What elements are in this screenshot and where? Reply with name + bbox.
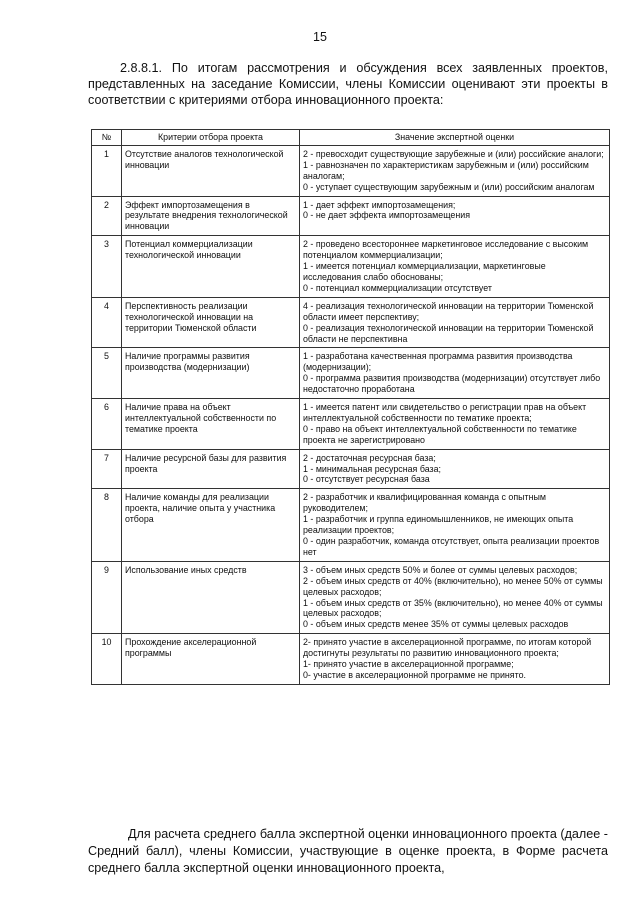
score-option: 0 - объем иных средств менее 35% от суммы целевых расходов [303, 619, 569, 630]
score-option: 0 - программа развития производства (модернизации) отсутствует либо недостаточно проработана [303, 373, 601, 395]
criterion-cell: Перспективность реализации технологической инновации на территории Тюменской области [122, 297, 300, 348]
score-option: 2 - достаточная ресурсная база; [303, 452, 436, 463]
value-cell [300, 196, 610, 236]
score-option: 0- участие в акселерационной программе не принято. [303, 669, 526, 680]
score-option: 1 - имеется патент или свидетельство о регистрации прав на объект интеллектуальной собственности по тематике проекта; [303, 402, 587, 423]
table-row [92, 236, 610, 298]
table-row [92, 196, 610, 236]
score-option: 0 - один разработчик, команда отсутствует, опыта реализации проектов нет [303, 536, 600, 557]
score-option: 0 - потенциал коммерциализации отсутствует [303, 282, 492, 293]
score-option: 1 - равнозначен по характеристикам зарубежным и (или) российским аналогам; [303, 159, 589, 181]
value-cell [300, 145, 610, 196]
score-option: 1 - имеется потенциал коммерциализации, маркетинговые исследования слабо обоснованы; [303, 261, 546, 282]
table-row [92, 348, 610, 399]
value-cell [300, 348, 610, 399]
score-option: 1 - минимальная ресурсная база; [303, 463, 442, 474]
row-number: 7 [92, 449, 122, 489]
score-option: 1 - разработчик и группа единомышленников, не имеющих опыта реализации проектов; [303, 514, 574, 536]
criterion-cell: Эффект импортозамещения в результате внедрения технологической инновации [122, 196, 300, 236]
row-number: 3 [92, 236, 122, 298]
value-cell [300, 297, 610, 348]
table-body [92, 145, 610, 684]
value-cell [300, 399, 610, 450]
criterion-cell: Наличие ресурсной базы для развития проекта [122, 449, 300, 489]
row-number: 9 [92, 561, 122, 633]
score-option: 1- принято участие в акселерационной программе; [303, 659, 514, 670]
score-option: 0 - не дает эффекта импортозамещения [303, 210, 471, 221]
criterion-cell: Наличие команды для реализации проекта, наличие опыта у участника отбора [122, 489, 300, 561]
score-option: 1 - объем иных средств от 35% (включительно), но менее 40% от суммы целевых расходов; [303, 597, 603, 619]
score-option: 0 - уступает существующим зарубежным и (или) российским аналогам [303, 181, 595, 192]
criterion-cell: Прохождение акселерационной программы [122, 634, 300, 685]
table-row [92, 561, 610, 633]
table-row [92, 449, 610, 489]
criterion-cell: Наличие права на объект интеллектуальной собственности по тематике проекта [122, 399, 300, 450]
table-header-row [92, 130, 610, 146]
row-number: 1 [92, 145, 122, 196]
value-cell [300, 489, 610, 561]
criterion-cell: Потенциал коммерциализации технологической инновации [122, 236, 300, 298]
score-option: 2 - превосходит существующие зарубежные и (или) российские аналоги; [303, 148, 604, 159]
score-option: 0 - отсутствует ресурсная база [303, 474, 430, 485]
value-cell [300, 634, 610, 685]
criterion-cell: Наличие программы развития производства (модернизации) [122, 348, 300, 399]
table-row [92, 297, 610, 348]
value-cell [300, 561, 610, 633]
criterion-cell: Отсутствие аналогов технологической инновации [122, 145, 300, 196]
header-value: Значение экспертной оценки [300, 130, 610, 146]
score-option: 2 - проведено всестороннее маркетинговое исследование с высоким потенциалом коммерциализации; [303, 239, 589, 261]
row-number: 6 [92, 399, 122, 450]
intro-paragraph: 2.8.8.1. По итогам рассмотрения и обсуждения всех заявленных проектов, представленных на заседание Комиссии, члены Комиссии оценивают эти проекты в соответствии с критериями отбора инновационного проекта: [88, 61, 608, 107]
score-option: 1 - разработана качественная программа развития производства (модернизации); [303, 351, 573, 373]
page-number: 15 [313, 30, 327, 44]
score-option: 3 - объем иных средств 50% и более от суммы целевых расходов; [303, 564, 578, 575]
row-number: 4 [92, 297, 122, 348]
criteria-table [91, 129, 610, 685]
score-option: 2 - разработчик и квалифицированная команда с опытным руководителем; [303, 492, 546, 514]
score-option: 2 - объем иных средств от 40% (включительно), но менее 50% от суммы целевых расходов; [303, 575, 603, 597]
outro-paragraph: Для расчета среднего балла экспертной оценки инновационного проекта (далее - Средний балл), члены Комиссии, участвующие в оценке проекта, в Форме расчета среднего балла экспертной оценки инновационного проекта, [88, 827, 608, 875]
score-option: 0 - право на объект интеллектуальной собственности по тематике проекта не зарегистрировано [303, 423, 577, 445]
table-row [92, 489, 610, 561]
row-number: 10 [92, 634, 122, 685]
table-row [92, 145, 610, 196]
header-number: № [92, 130, 122, 146]
criterion-cell: Использование иных средств [122, 561, 300, 633]
score-option: 2- принято участие в акселерационной программе, по итогам которой достигнуты результаты по развитию инновационного проекта; [303, 637, 592, 659]
score-option: 0 - реализация технологической инновации на территории Тюменской области не перспективна [303, 322, 594, 344]
score-option: 4 - реализация технологической инновации на территории Тюменской области имеет перспективу; [303, 300, 594, 322]
value-cell [300, 449, 610, 489]
row-number: 5 [92, 348, 122, 399]
score-option: 1 - дает эффект импортозамещения; [303, 199, 456, 210]
row-number: 8 [92, 489, 122, 561]
header-criterion: Критерии отбора проекта [122, 130, 300, 146]
row-number: 2 [92, 196, 122, 236]
table-row [92, 634, 610, 685]
value-cell [300, 236, 610, 298]
table-row [92, 399, 610, 450]
